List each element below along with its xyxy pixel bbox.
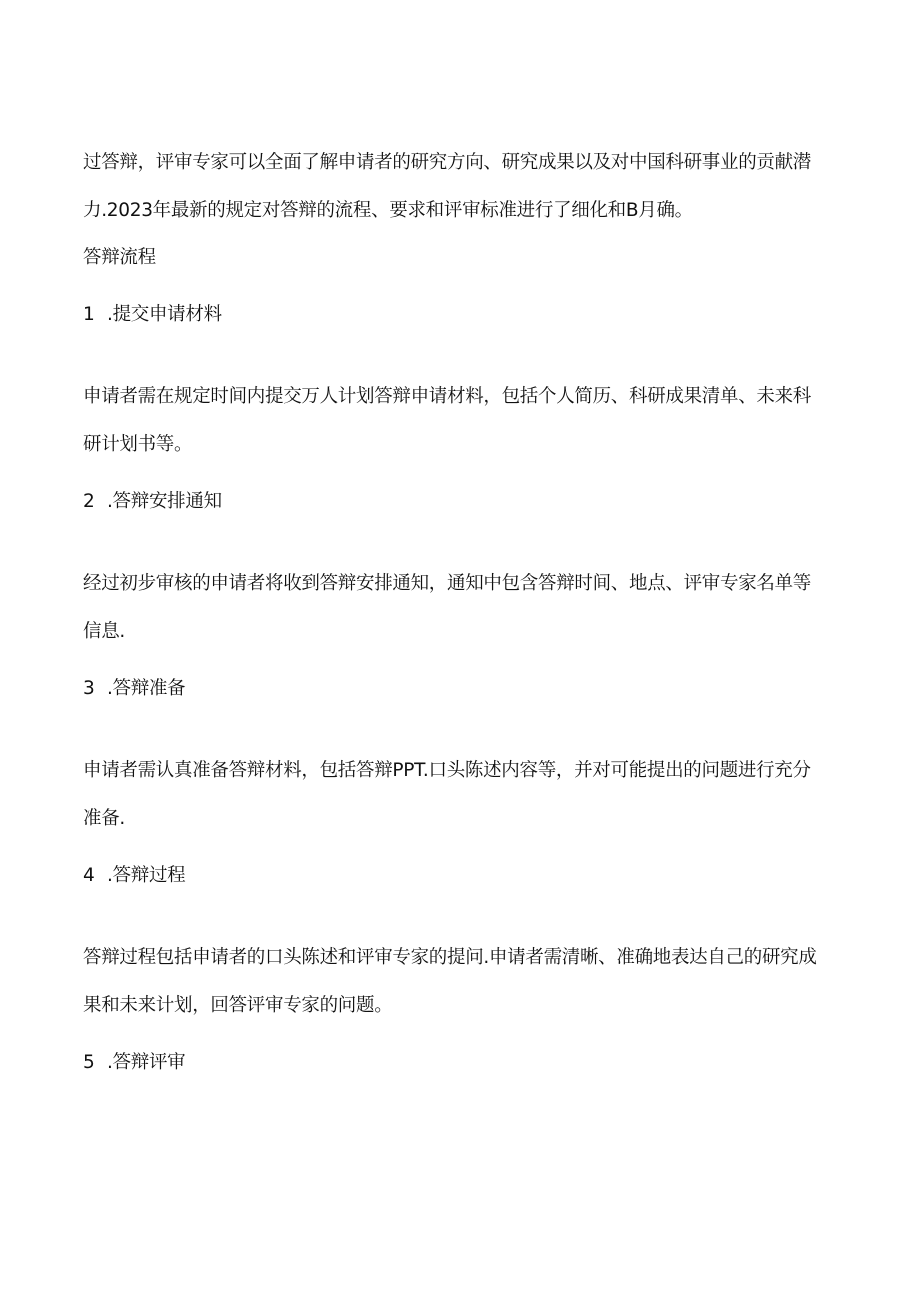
section-heading: 答辩流程 xyxy=(83,247,156,268)
step-4-body-line-2: 果和未来计划，回答评审专家的问题。 xyxy=(83,995,393,1016)
step-number: 2 xyxy=(83,491,95,512)
step-title-1 xyxy=(83,302,222,328)
step-3-body-line-2: 准备. xyxy=(83,808,125,829)
step-title-text: .答辩过程 xyxy=(107,865,186,886)
step-2-body-line-2: 信息. xyxy=(83,621,125,642)
step-title-5 xyxy=(83,1050,185,1076)
step-number: 4 xyxy=(83,865,95,886)
step-title-text: .提交申请材料 xyxy=(107,304,222,325)
step-title-2 xyxy=(83,489,222,515)
step-number: 3 xyxy=(83,678,95,699)
step-title-3 xyxy=(83,676,185,702)
step-title-text: .答辩评审 xyxy=(107,1052,186,1073)
step-title-4 xyxy=(83,863,185,889)
step-1-body-line-2: 研计划书等。 xyxy=(83,434,193,455)
step-1-body-line-1: 申请者需在规定时间内提交万人计划答辩申请材料，包括个人简历、科研成果清单、未来科 xyxy=(83,386,812,407)
step-number: 5 xyxy=(83,1052,95,1073)
step-title-text: .答辩安排通知 xyxy=(107,491,222,512)
step-4-body-line-1: 答辩过程包括申请者的口头陈述和评审专家的提问.申请者需清晰、准确地表达自己的研究成 xyxy=(83,947,817,968)
step-3-body-line-1: 申请者需认真准备答辩材料，包括答辩PPT.口头陈述内容等，并对可能提出的问题进行充分 xyxy=(83,760,811,781)
intro-paragraph-line-1: 过答辩，评审专家可以全面了解申请者的研究方向、研究成果以及对中国科研事业的贡献潜 xyxy=(83,152,812,173)
step-number: 1 xyxy=(83,304,95,325)
step-2-body-line-1: 经过初步审核的申请者将收到答辩安排通知，通知中包含答辩时间、地点、评审专家名单等 xyxy=(83,573,812,594)
intro-paragraph-line-2: 力.2023年最新的规定对答辩的流程、要求和评审标准进行了细化和B月确。 xyxy=(83,200,693,221)
step-title-text: .答辩准备 xyxy=(107,678,186,699)
